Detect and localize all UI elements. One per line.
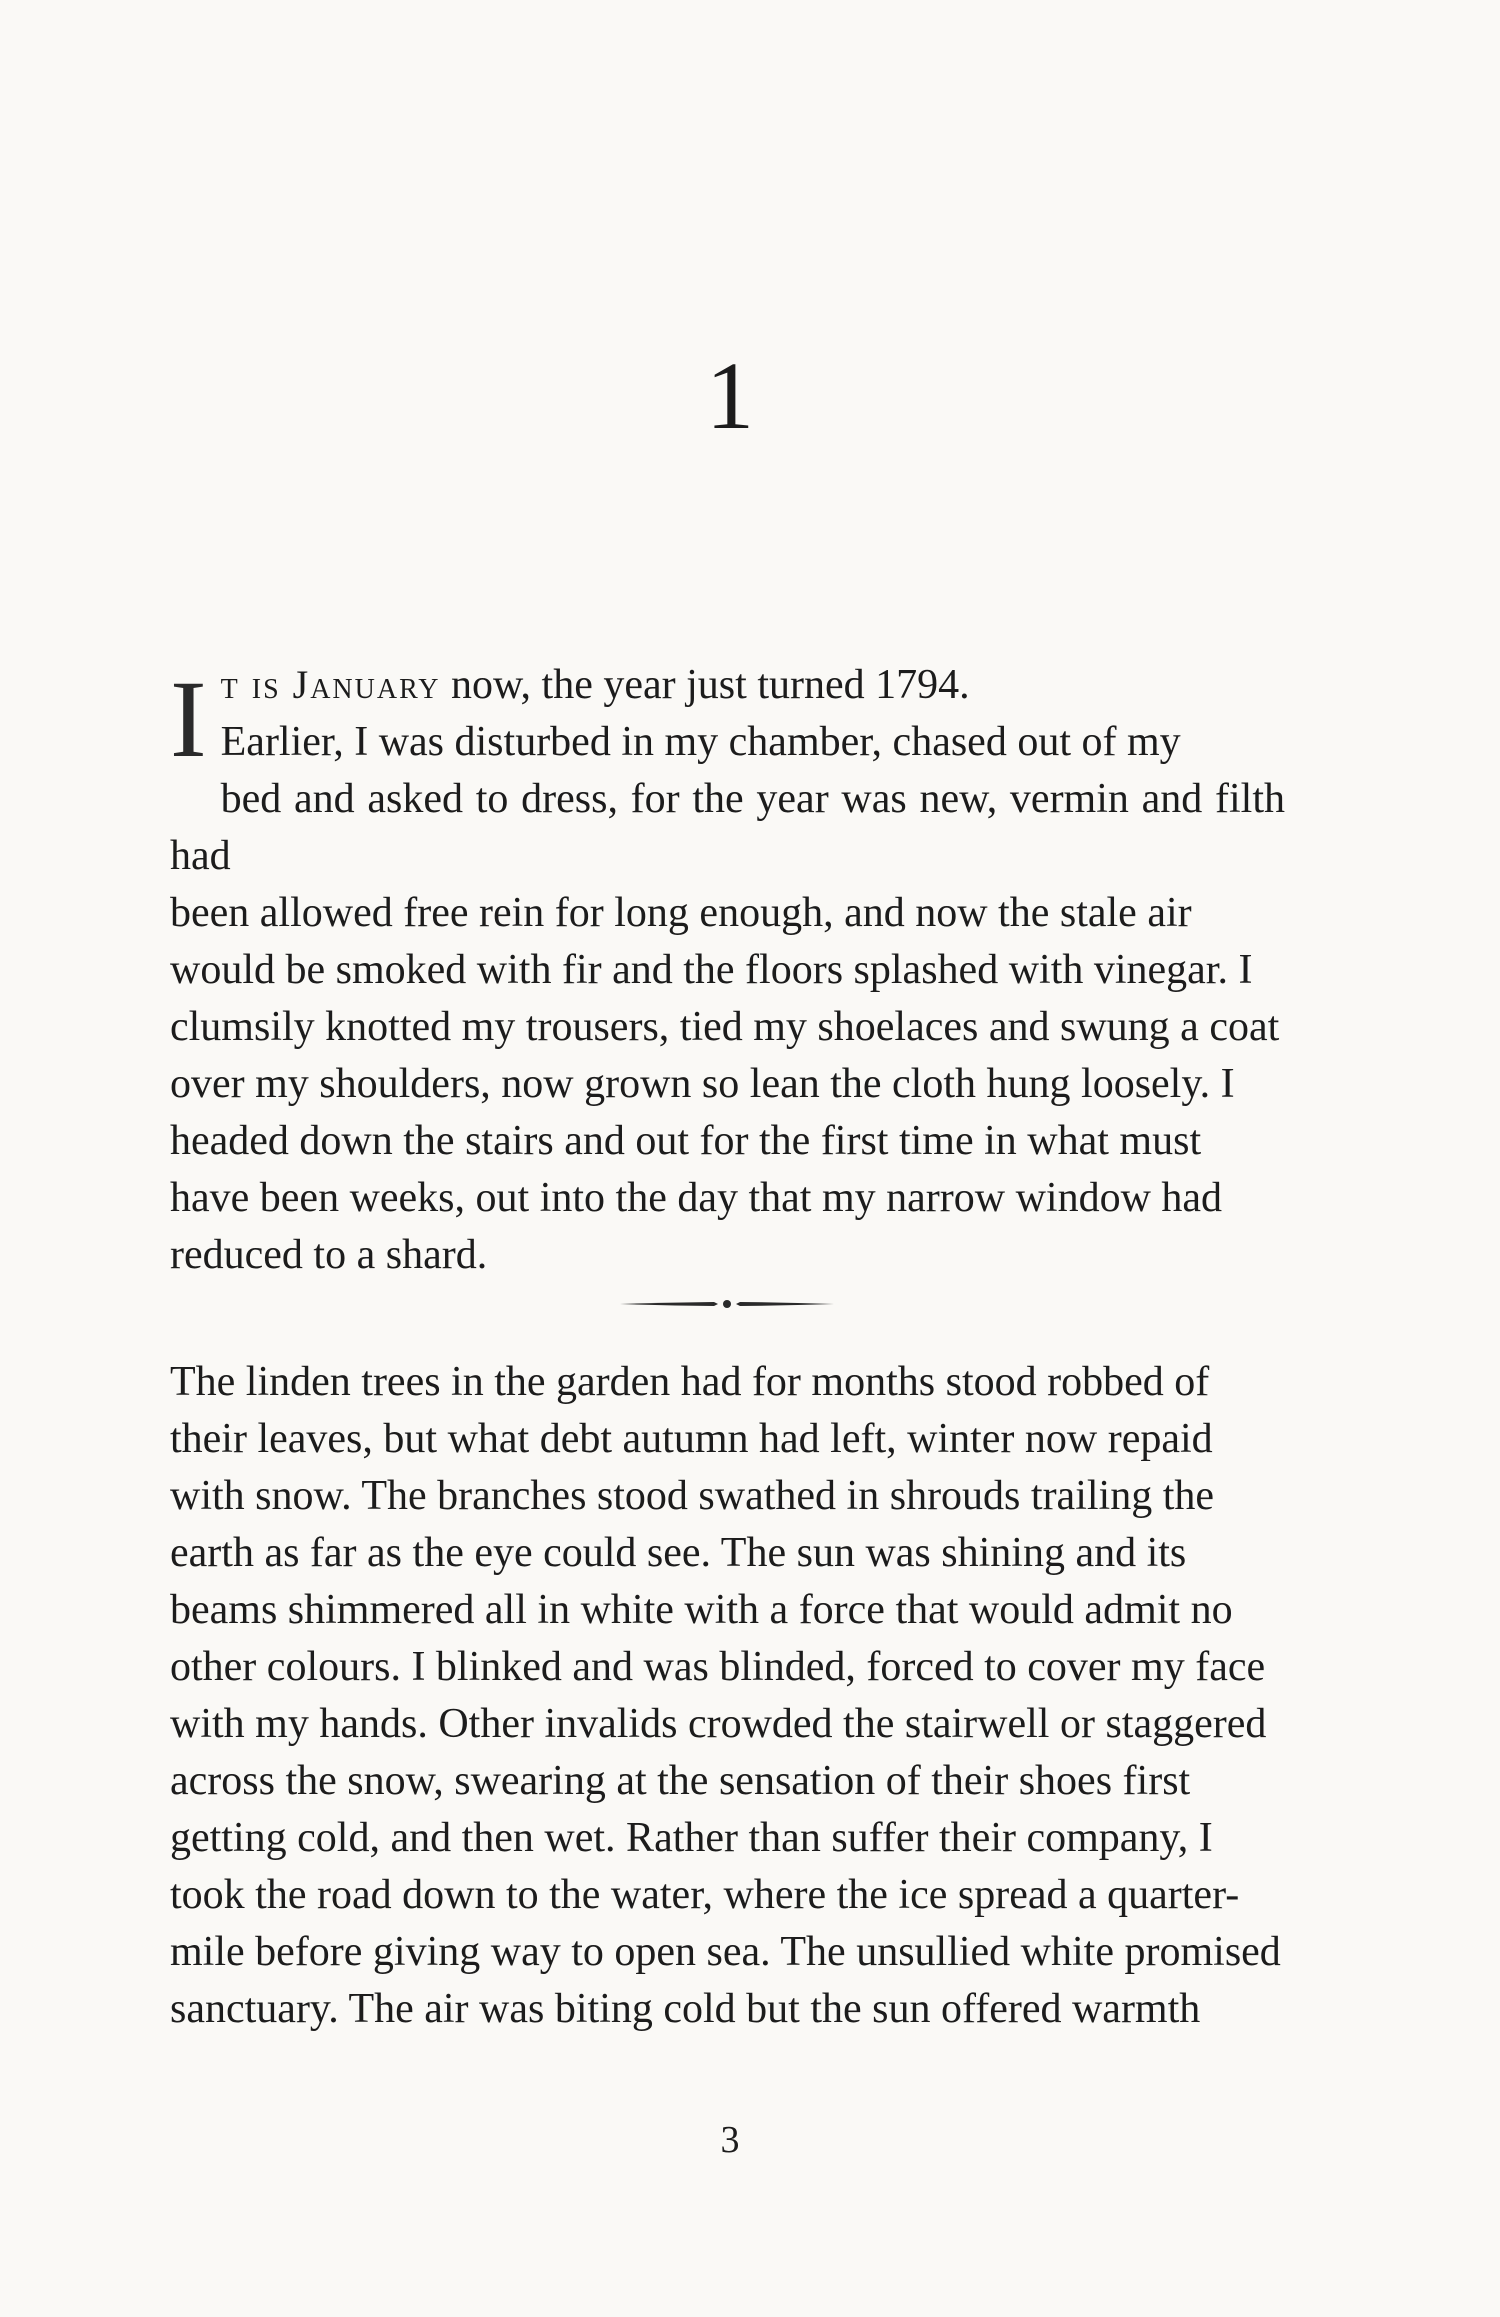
section-two-text [170,1354,1285,2038]
text-line: with my hands. Other invalids crowded the stairwell or staggered [170,1701,1267,1747]
text-line: took the road down to the water, where the ice spread a quarter- [170,1872,1240,1918]
fleuron-divider-icon [618,1296,836,1312]
text-line: bed and asked to dress, for the year was new, vermin and filth had [170,776,1285,879]
text-line: getting cold, and then wet. Rather than suffer their company, I [170,1815,1213,1861]
text-line: over my shoulders, now grown so lean the cloth hung loosely. I [170,1061,1235,1107]
drop-cap: I [170,658,207,780]
text-line: their leaves, but what debt autumn had left, winter now repaid [170,1416,1213,1462]
text-line: would be smoked with fir and the floors splashed with vinegar. I [170,947,1253,993]
chapter-number: 1 [706,342,754,449]
text-line: sanctuary. The air was biting cold but the sun offered warmth [170,1986,1201,2032]
text-line: The linden trees in the garden had for months stood robbed of [170,1359,1210,1405]
text-line-rest: now, the year just turned 1794. [440,662,970,708]
text-line: Earlier, I was disturbed in my chamber, chased out of my [220,719,1181,765]
text-line [170,656,1285,714]
small-caps-lead-in: t is January [220,662,441,707]
section-one-text [170,656,1285,1284]
text-line: been allowed free rein for long enough, and now the stale air [170,890,1192,936]
text-line: with snow. The branches stood swathed in shrouds trailing the [170,1473,1215,1519]
text-line: across the snow, swearing at the sensation of their shoes first [170,1758,1191,1804]
text-line: reduced to a shard. [170,1232,488,1278]
page-number: 3 [720,2119,740,2161]
text-line: headed down the stairs and out for the first time in what must [170,1118,1202,1164]
text-line: other colours. I blinked and was blinded, forced to cover my face [170,1644,1266,1690]
text-line: clumsily knotted my trousers, tied my shoelaces and swung a coat [170,1004,1280,1050]
text-line: beams shimmered all in white with a force that would admit no [170,1587,1233,1633]
text-line: mile before giving way to open sea. The unsullied white promised [170,1929,1281,1975]
text-line: have been weeks, out into the day that my narrow window had [170,1175,1223,1221]
text-line: earth as far as the eye could see. The sun was shining and its [170,1530,1187,1576]
